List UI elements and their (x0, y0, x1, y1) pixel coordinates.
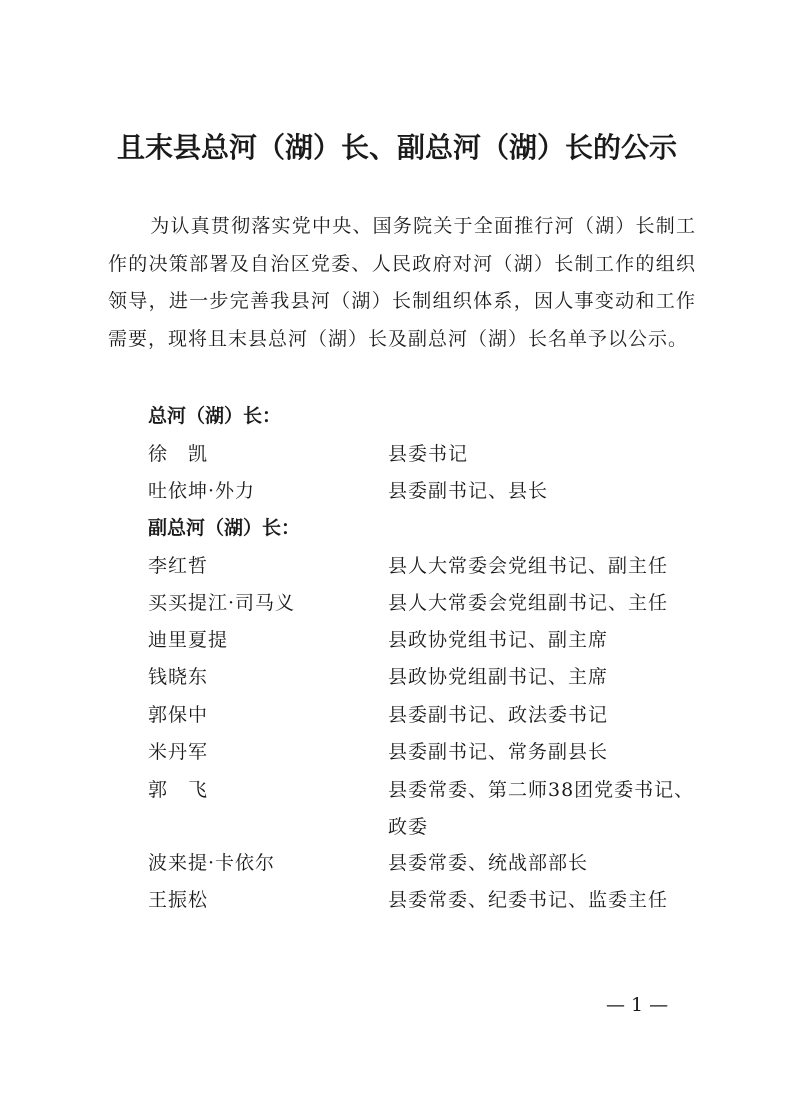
member-name: 买买提江·司马义 (148, 592, 296, 614)
member-name: 波来提·卡依尔 (148, 852, 276, 874)
chief-heading: 总河（湖）长： (148, 405, 282, 427)
deputy-heading: 副总河（湖）长： (148, 517, 301, 539)
list-item (148, 659, 708, 695)
list-item (148, 473, 708, 509)
member-name: 李红哲 (148, 555, 209, 577)
member-name: 吐依坤·外力 (148, 480, 256, 502)
list-item (148, 845, 708, 881)
list-item (148, 772, 708, 846)
member-position: 县委副书记、常务副县长 (388, 741, 609, 763)
member-position: 县人大常委会党组副书记、主任 (388, 592, 669, 614)
list-item (148, 882, 708, 918)
list-item (148, 697, 708, 733)
member-name: 米丹军 (148, 741, 209, 763)
list-item (148, 548, 708, 584)
member-position: 县人大常委会党组书记、副主任 (388, 555, 669, 577)
member-position: 县委常委、第二师38团党委书记、政委 (388, 779, 695, 838)
member-position: 县委常委、统战部部长 (388, 852, 589, 874)
member-name: 郭保中 (148, 704, 209, 726)
list-item (148, 585, 708, 621)
list-item (148, 734, 708, 770)
member-position: 县委副书记、县长 (388, 480, 549, 502)
member-position: 县政协党组书记、副主席 (388, 629, 609, 651)
list-item (148, 622, 708, 658)
member-position: 县政协党组副书记、主席 (388, 666, 609, 688)
member-position: 县委常委、纪委书记、监委主任 (388, 889, 669, 911)
member-name: 王振松 (148, 889, 209, 911)
intro-paragraph (108, 208, 696, 358)
member-name: 郭 飞 (148, 779, 209, 801)
member-position: 县委副书记、政法委书记 (388, 704, 609, 726)
intro-text: 为认真贯彻落实党中央、国务院关于全面推行河（湖）长制工作的决策部署及自治区党委、人民政府对河（湖）长制工作的组织领导，进一步完善我县河（湖）长制组织体系，因人事变动和工作需要，现将且末县总河（湖）长及副总河（湖）长名单予以公示。 (108, 215, 696, 350)
member-name: 钱晓东 (148, 666, 209, 688)
document-title: 且末县总河（湖）长、副总河（湖）长的公示 (116, 131, 677, 164)
member-position: 县委书记 (388, 443, 469, 465)
page-number: — 1 — (606, 994, 669, 1016)
member-name: 迪里夏提 (148, 629, 229, 651)
member-name: 徐 凯 (148, 443, 209, 465)
list-item (148, 436, 708, 472)
